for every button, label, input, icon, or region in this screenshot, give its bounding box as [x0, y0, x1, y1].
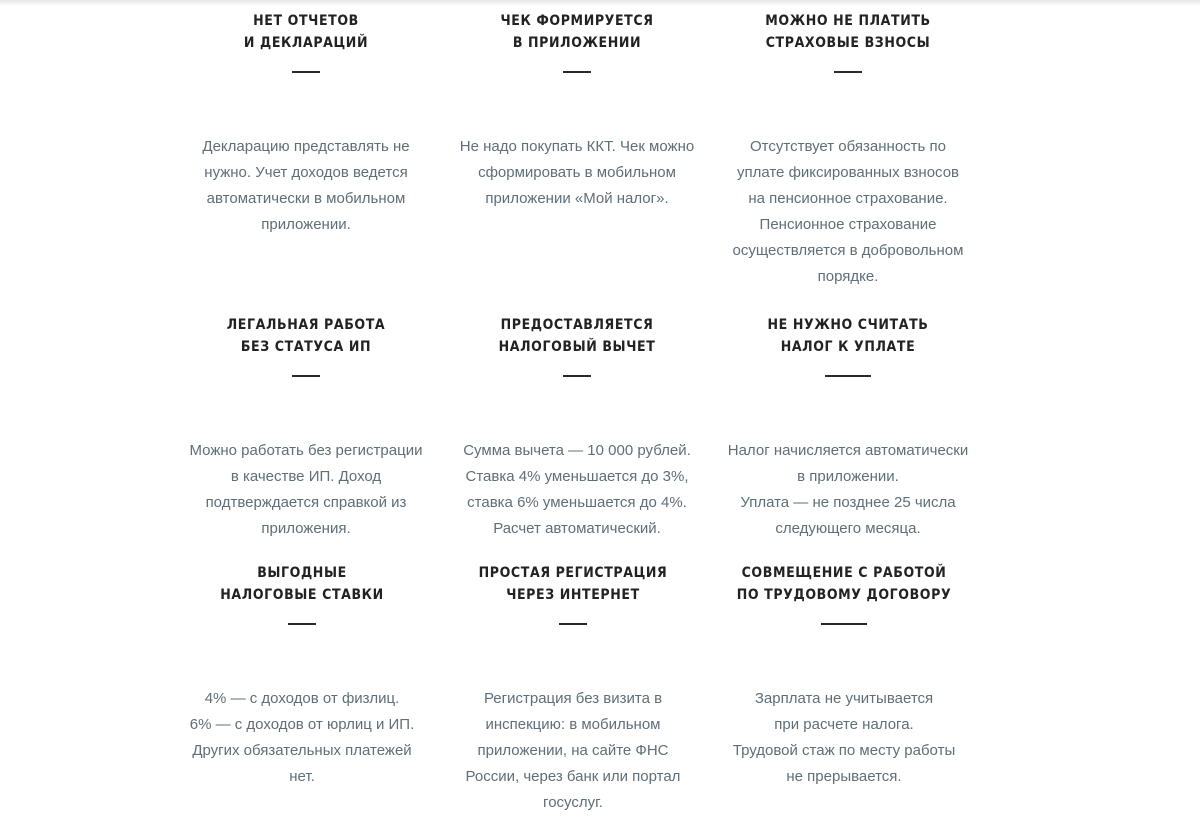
feature-description: Регистрация без визита в инспекцию: в мобильном приложении, на сайте ФНС России, через банк или портал госуслуг. — [465, 690, 681, 811]
title-divider — [563, 71, 591, 73]
title-divider — [821, 623, 867, 625]
feature-online-registration — [448, 562, 698, 811]
title-divider — [292, 71, 320, 73]
feature-title: ЧЕК ФОРМИРУЕТСЯ В ПРИЛОЖЕНИИ — [500, 13, 654, 51]
feature-title: ПРОСТАЯ РЕГИСТРАЦИЯ ЧЕРЕЗ ИНТЕРНЕТ — [478, 565, 668, 603]
top-shadow — [0, 0, 1200, 6]
feature-description: Можно работать без регистрации в качестве ИП. Доход подтверждается справкой из приложения. — [189, 442, 423, 537]
title-divider — [559, 623, 587, 625]
feature-title: ЛЕГАЛЬНАЯ РАБОТА БЕЗ СТАТУСА ИП — [226, 317, 386, 355]
feature-tax-rates — [182, 562, 422, 785]
feature-title: НЕ НУЖНО СЧИТАТЬ НАЛОГ К УПЛАТЕ — [767, 317, 929, 355]
feature-description: Отсутствует обязанность по уплате фиксированных взносов на пенсионное страхование. Пенсионное страхование осуществляется в добровольном порядке. — [732, 138, 964, 285]
feature-no-insurance — [718, 10, 978, 285]
feature-description: Не надо покупать ККТ. Чек можно сформировать в мобильном приложении «Мой налог». — [459, 138, 695, 207]
title-divider — [292, 375, 320, 377]
feature-no-calculation — [713, 314, 983, 537]
title-divider — [825, 375, 871, 377]
feature-combine-with-job — [714, 562, 974, 785]
feature-legal-work — [176, 314, 436, 537]
feature-receipt-in-app — [452, 10, 702, 207]
title-divider — [563, 375, 591, 377]
feature-description: Зарплата не учитывается при расчете налога. Трудовой стаж по месту работы не прерывается. — [732, 690, 956, 785]
feature-title: ВЫГОДНЫЕ НАЛОГОВЫЕ СТАВКИ — [220, 565, 384, 603]
feature-title: МОЖНО НЕ ПЛАТИТЬ СТРАХОВЫЕ ВЗНОСЫ — [765, 13, 931, 51]
feature-description: Сумма вычета — 10 000 рублей. Ставка 4% уменьшается до 3%, ставка 6% уменьшается до 4%. Расчет автоматический. — [463, 442, 691, 537]
feature-title: НЕТ ОТЧЕТОВ И ДЕКЛАРАЦИЙ — [243, 13, 369, 51]
feature-description: 4% — с доходов от физлиц. 6% — с доходов от юрлиц и ИП. Других обязательных платежей нет. — [189, 690, 415, 785]
feature-title: СОВМЕЩЕНИЕ С РАБОТОЙ ПО ТРУДОВОМУ ДОГОВОРУ — [736, 565, 952, 603]
feature-tax-deduction — [447, 314, 707, 537]
feature-description: Налог начисляется автоматически в приложении. Уплата — не позднее 25 числа следующего месяца. — [727, 442, 969, 537]
feature-no-reports — [186, 10, 426, 233]
feature-description: Декларацию представлять не нужно. Учет доходов ведется автоматически в мобильном приложении. — [202, 138, 410, 233]
feature-title: ПРЕДОСТАВЛЯЕТСЯ НАЛОГОВЫЙ ВЫЧЕТ — [498, 317, 656, 355]
title-divider — [834, 71, 862, 73]
title-divider — [288, 623, 316, 625]
